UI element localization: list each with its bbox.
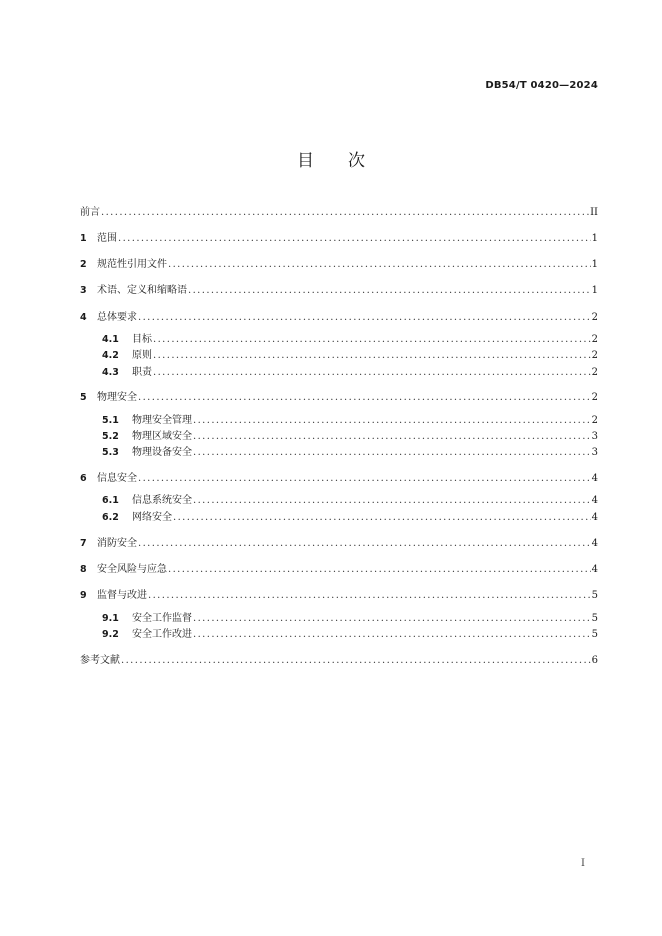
toc-entry-number: 6 [80, 473, 87, 484]
toc-entry-page: 2 [591, 415, 598, 426]
toc-entry-label: 规范性引用文件 [97, 259, 167, 270]
toc-entry-page: 3 [591, 431, 598, 442]
toc-title-char-2: 次 [348, 151, 365, 171]
toc-leader-dots [138, 537, 591, 551]
toc-entry-page: 1 [591, 233, 598, 244]
toc-entry-label: 网络安全 [132, 512, 172, 523]
toc-entry-label: 物理安全管理 [132, 415, 192, 426]
toc-leader-dots [173, 511, 591, 525]
toc-entry-6-1[interactable] [102, 494, 598, 508]
toc-entry-page: 4 [591, 495, 598, 506]
toc-entry-page: 2 [591, 350, 598, 361]
toc-entry-page: 3 [591, 447, 598, 458]
toc-entry-label: 参考文献 [80, 655, 120, 666]
toc-leader-dots [168, 563, 591, 577]
toc-entry-4-1[interactable] [102, 333, 598, 347]
toc-entry-number: 8 [80, 564, 87, 575]
toc-leader-dots [121, 654, 591, 668]
toc-entry-number: 9.1 [102, 613, 119, 624]
toc-entry-1[interactable] [80, 232, 598, 246]
toc-entry-page: 2 [591, 334, 598, 345]
toc-entry-number: 3 [80, 285, 87, 296]
toc-entry-number: 5 [80, 392, 87, 403]
toc-entry-page: 2 [591, 392, 598, 403]
toc-entry-number: 4 [80, 312, 87, 323]
toc-entry-label: 术语、定义和缩略语 [97, 285, 187, 296]
toc-entry-4-2[interactable] [102, 349, 598, 363]
toc-entry-number: 9.2 [102, 629, 119, 640]
toc-entry-page: 2 [591, 367, 598, 378]
toc-entry-label: 物理区域安全 [132, 431, 192, 442]
toc-entry-label: 物理安全 [97, 392, 137, 403]
toc-entry-page: 4 [591, 564, 598, 575]
toc-entry-number: 5.2 [102, 431, 119, 442]
toc-entry-label: 物理设备安全 [132, 447, 192, 458]
toc-entry-page: 1 [591, 285, 598, 296]
toc-leader-dots [153, 349, 591, 363]
toc-entry-5[interactable] [80, 391, 598, 405]
toc-entry-label: 范围 [97, 233, 117, 244]
toc-title [0, 146, 662, 171]
toc-entry-number: 6.2 [102, 512, 119, 523]
toc-leader-dots [138, 311, 591, 325]
toc-entry-8[interactable] [80, 563, 598, 577]
toc-entry-foreword[interactable] [80, 206, 598, 220]
toc-entry-number: 4.2 [102, 350, 119, 361]
toc-entry-label: 总体要求 [97, 312, 137, 323]
toc-leader-dots [153, 366, 591, 380]
toc-leader-dots [153, 333, 591, 347]
document-code: DB54/T 0420—2024 [485, 80, 598, 91]
toc-leader-dots [138, 391, 591, 405]
toc-entry-4-3[interactable] [102, 366, 598, 380]
footer-page-number: I [581, 858, 585, 869]
toc-entry-page: 4 [591, 538, 598, 549]
toc-entry-number: 4.1 [102, 334, 119, 345]
toc-entry-5-2[interactable] [102, 430, 598, 444]
toc-entry-label: 监督与改进 [97, 590, 147, 601]
toc-leader-dots [138, 472, 591, 486]
toc-entry-6[interactable] [80, 472, 598, 486]
toc-entry-number: 2 [80, 259, 87, 270]
toc-entry-9-2[interactable] [102, 628, 598, 642]
toc-entry-label: 安全工作改进 [132, 629, 192, 640]
toc-entry-label: 安全工作监督 [132, 613, 192, 624]
toc-entry-7[interactable] [80, 537, 598, 551]
toc-leader-dots [168, 258, 591, 272]
toc-entry-page: 4 [591, 473, 598, 484]
toc-entry-label: 目标 [132, 334, 152, 345]
toc-entry-label: 原则 [132, 350, 152, 361]
toc-entry-5-3[interactable] [102, 446, 598, 460]
toc-leader-dots [188, 284, 591, 298]
toc-entry-page: 4 [591, 512, 598, 523]
toc-entry-label: 职责 [132, 367, 152, 378]
toc-entry-number: 4.3 [102, 367, 119, 378]
toc-leader-dots [193, 414, 591, 428]
toc-entry-page: 5 [591, 590, 598, 601]
toc-leader-dots [193, 628, 591, 642]
toc-leader-dots [193, 430, 591, 444]
toc-entry-2[interactable] [80, 258, 598, 272]
toc-entry-4[interactable] [80, 311, 598, 325]
toc-entry-9[interactable] [80, 589, 598, 603]
toc-entry-references[interactable] [80, 654, 598, 668]
toc-entry-number: 7 [80, 538, 87, 549]
toc-title-char-1: 目 [297, 151, 314, 171]
toc-entry-number: 5.3 [102, 447, 119, 458]
toc-entry-page: 6 [591, 655, 598, 666]
toc-leader-dots [101, 206, 589, 220]
toc-entry-label: 前言 [80, 207, 100, 218]
toc-leader-dots [193, 494, 591, 508]
toc-entry-number: 9 [80, 590, 87, 601]
toc-entry-5-1[interactable] [102, 414, 598, 428]
toc-entry-page: 1 [591, 259, 598, 270]
toc-entry-page: 5 [591, 613, 598, 624]
toc-entry-3[interactable] [80, 284, 598, 298]
toc-entry-label: 消防安全 [97, 538, 137, 549]
toc-leader-dots [193, 612, 591, 626]
toc-entry-number: 5.1 [102, 415, 119, 426]
toc-entry-label: 信息系统安全 [132, 495, 192, 506]
toc-entry-page: II [590, 207, 598, 218]
toc-entry-number: 1 [80, 233, 87, 244]
toc-entry-number: 6.1 [102, 495, 119, 506]
toc-entry-label: 安全风险与应急 [97, 564, 167, 575]
toc-entry-6-2[interactable] [102, 511, 598, 525]
toc-leader-dots [148, 589, 591, 603]
toc-leader-dots [118, 232, 591, 246]
toc-entry-9-1[interactable] [102, 612, 598, 626]
toc-entry-label: 信息安全 [97, 473, 137, 484]
toc-entry-page: 5 [591, 629, 598, 640]
toc-leader-dots [193, 446, 591, 460]
toc-entry-page: 2 [591, 312, 598, 323]
